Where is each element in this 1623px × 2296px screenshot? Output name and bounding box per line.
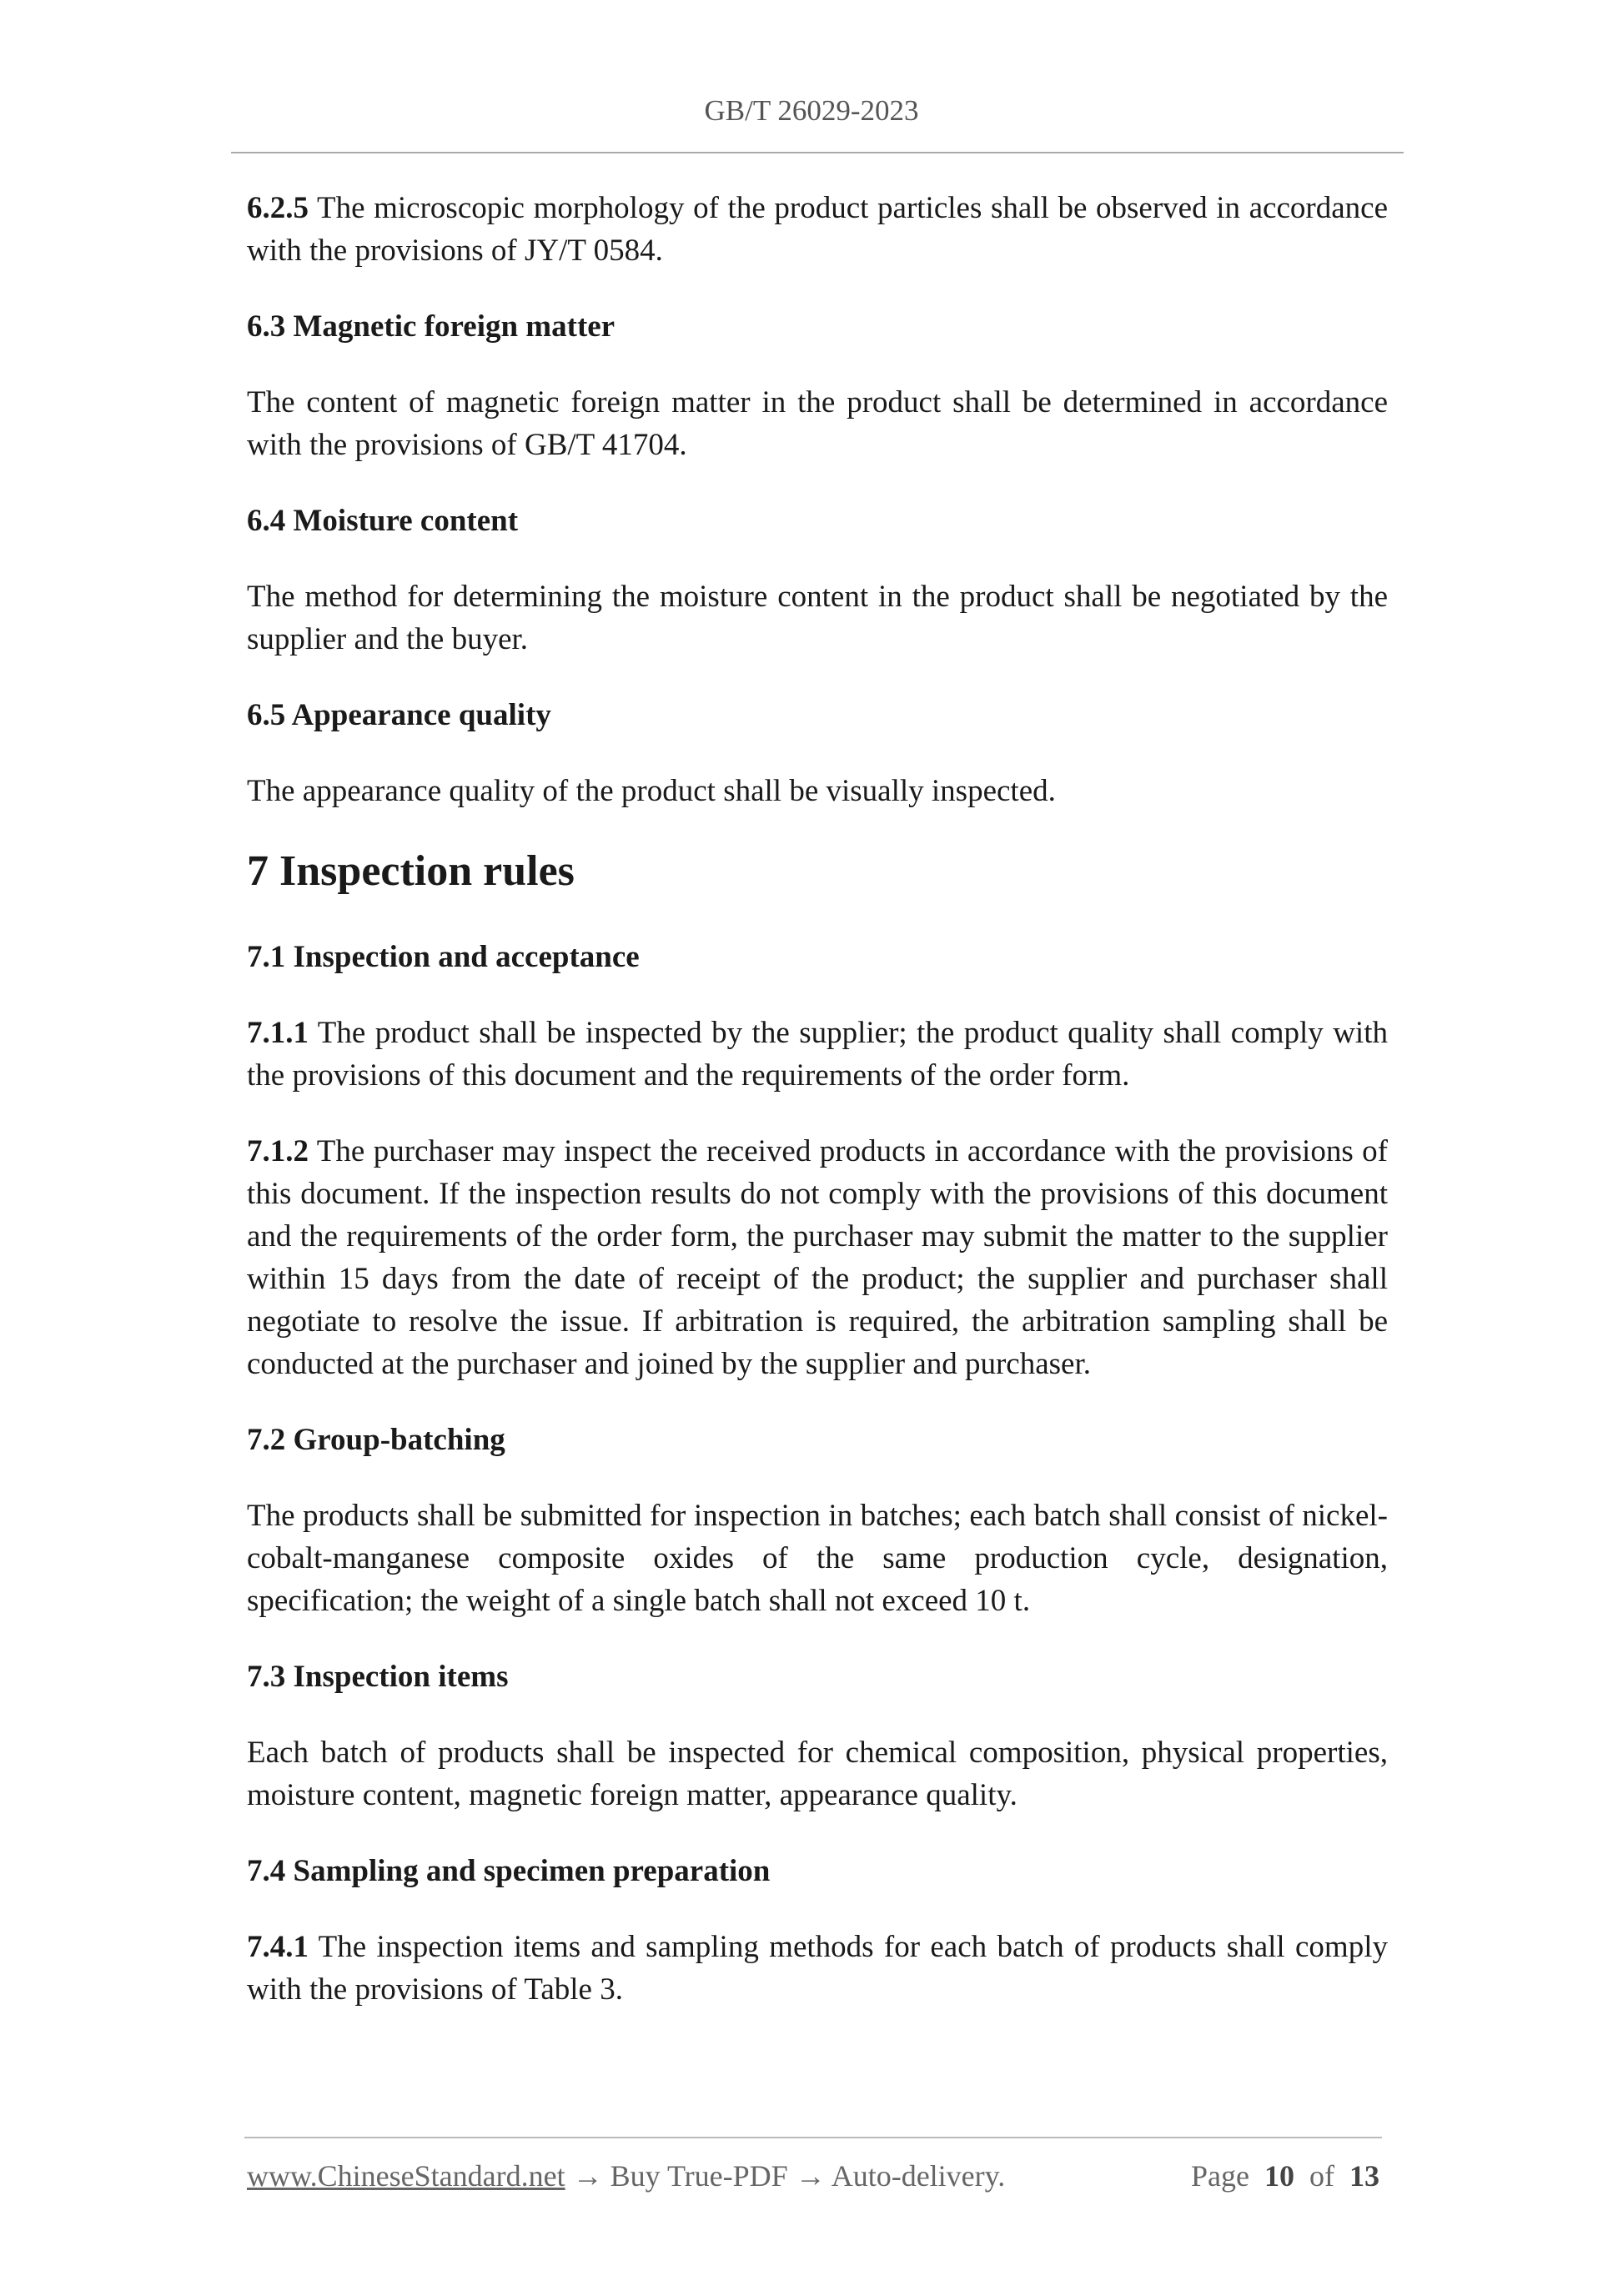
clause-paragraph: [247, 1012, 1388, 1097]
clause-paragraph: [247, 1130, 1388, 1385]
section-heading: 7.4 Sampling and specimen preparation: [247, 1854, 771, 1888]
section-heading: 6.5 Appearance quality: [247, 698, 551, 732]
clause-text: The inspection items and sampling methods for each batch of products shall comply with the provisions of Table 3.: [247, 1930, 1388, 2007]
clause-text: The purchaser may inspect the received products in accordance with the provisions of this document. If the inspection results do not comply with the provisions of this document and the requirements of the order form, the purchaser may submit the matter to the supplier within 15 days from the date of receipt of the product; the supplier and purchaser shall negotiate to resolve the issue. If arbitration is required, the arbitration sampling shall be conducted at the purchaser and joined by the supplier and purchaser.: [247, 1134, 1388, 1381]
of-word: of: [1309, 2159, 1334, 2193]
clause-text: Each batch of products shall be inspected for chemical composition, physical properties, moisture content, magnetic foreign matter, appearance quality.: [247, 1736, 1388, 1812]
header-divider: [231, 152, 1404, 153]
clause-paragraph: [247, 575, 1388, 661]
document-body: [247, 187, 1388, 2044]
chapter-heading: 7 Inspection rules: [247, 847, 575, 895]
page-word: Page: [1191, 2159, 1249, 2193]
clause-number: 7.4.1: [247, 1930, 309, 1964]
clause-text: The content of magnetic foreign matter in the product shall be determined in accordance with the provisions of GB/T 41704.: [247, 385, 1388, 462]
section-heading: 6.3 Magnetic foreign matter: [247, 309, 616, 344]
section-heading: 7.3 Inspection items: [247, 1660, 509, 1694]
clause-paragraph: [247, 1495, 1388, 1622]
clause-number: 7.1.2: [247, 1134, 309, 1168]
page-current: 10: [1264, 2159, 1294, 2193]
section-heading: 6.4 Moisture content: [247, 504, 519, 538]
clause-text: The microscopic morphology of the product particles shall be observed in accordance with the provisions of JY/T 0584.: [247, 191, 1388, 268]
clause-paragraph: [247, 187, 1388, 272]
clause-paragraph: [247, 1926, 1388, 2011]
clause-number: 7.1.1: [247, 1016, 309, 1050]
page-indicator: [1191, 2158, 1379, 2193]
auto-delivery-text: Auto-delivery.: [831, 2159, 1006, 2193]
page-total: 13: [1349, 2159, 1379, 2193]
section-heading: 7.1 Inspection and acceptance: [247, 940, 640, 974]
clause-paragraph: [247, 1731, 1388, 1816]
footer-divider: [244, 2137, 1382, 2138]
buy-true-pdf-text: Buy True-PDF: [610, 2159, 788, 2193]
clause-text: The appearance quality of the product shall be visually inspected.: [247, 774, 1056, 808]
site-link[interactable]: www.ChineseStandard.net: [247, 2159, 565, 2193]
clause-number: 6.2.5: [247, 191, 309, 225]
clause-paragraph: [247, 381, 1388, 466]
clause-paragraph: [247, 770, 1388, 812]
section-heading: 7.2 Group-batching: [247, 1423, 505, 1457]
clause-text: The products shall be submitted for inspection in batches; each batch shall consist of nickel-cobalt-manganese composite oxides of the same production cycle, designation, specification; the weight of a single batch shall not exceed 10 t.: [247, 1499, 1388, 1618]
page-footer: [247, 2158, 1379, 2193]
clause-text: The product shall be inspected by the supplier; the product quality shall comply with the provisions of this document and the requirements of the order form.: [247, 1016, 1388, 1093]
arrow-right-icon: →: [795, 2159, 826, 2193]
clause-text: The method for determining the moisture content in the product shall be negotiated by the supplier and the buyer.: [247, 580, 1388, 656]
arrow-right-icon: →: [572, 2159, 603, 2193]
document-code-header: GB/T 26029-2023: [704, 94, 919, 127]
